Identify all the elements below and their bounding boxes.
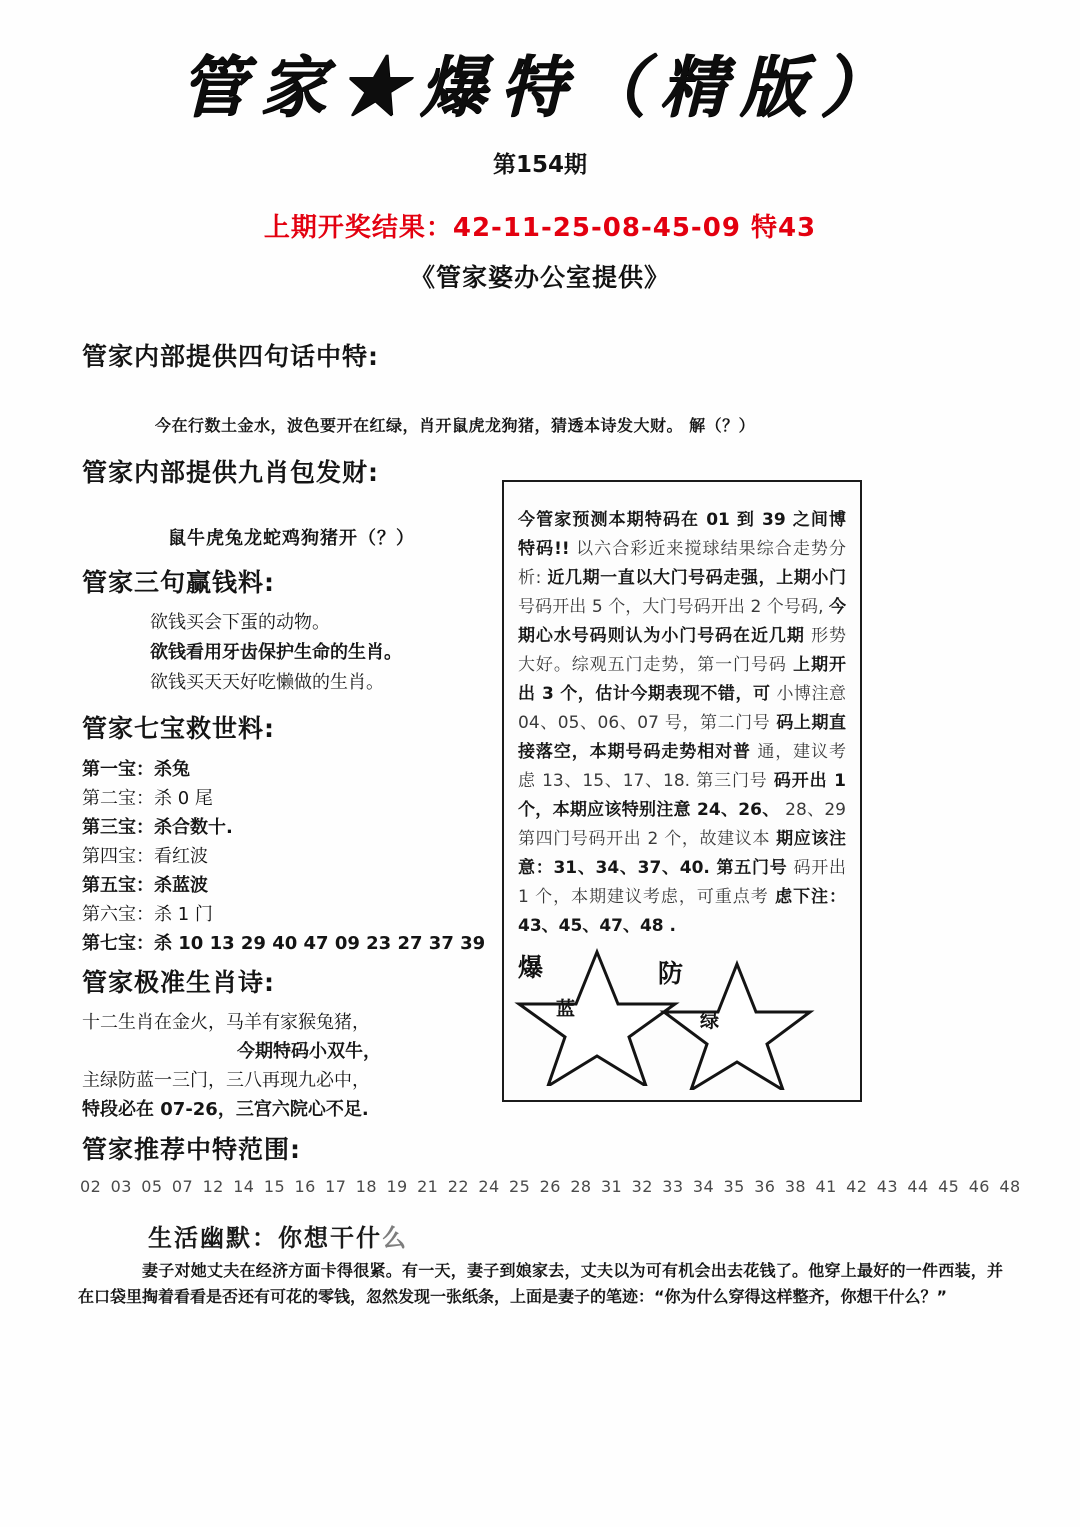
zodiac-poem-line: 十二生肖在金火，马羊有家猴兔猪， bbox=[82, 1012, 370, 1033]
analysis-line: 码开出 1 个，本期建议考虑，可重点考 bbox=[518, 858, 847, 907]
treasure-row bbox=[82, 784, 485, 813]
star-outside-label: 爆 bbox=[518, 953, 544, 982]
analysis-line: 以六合彩近来搅球结果综合走势分析: bbox=[518, 539, 846, 588]
analysis-line: 上期开出 3 个，估计今期表现不错，可 bbox=[518, 655, 846, 704]
analysis-line: 今管家预测本期特码在 01 到 39 之间博 bbox=[518, 510, 846, 530]
treasure-row bbox=[82, 842, 485, 871]
treasure-row bbox=[82, 755, 485, 784]
nine-zodiac-heading: 管家内部提供九肖包发财: bbox=[82, 458, 379, 487]
treasure-label: 第二宝： bbox=[82, 788, 154, 809]
analysis-line: 码上期直接落空，本期号码走势相对普 bbox=[518, 713, 847, 762]
zodiac-poem-line: 今期特码小双牛， bbox=[237, 1041, 381, 1062]
three-lines-list bbox=[150, 608, 402, 698]
four-sentence-heading: 管家内部提供四句话中特: bbox=[82, 342, 379, 371]
treasure-label: 第七宝： bbox=[82, 933, 154, 954]
treasure-value: 杀合数十. bbox=[154, 817, 233, 838]
analysis-line: 通，建议考虑 13、15、17、18. 第三门号 bbox=[518, 742, 846, 791]
humor-title bbox=[148, 1218, 408, 1253]
treasure-label: 第一宝： bbox=[82, 759, 154, 780]
issue-number: 第154期 bbox=[492, 152, 587, 178]
treasure-value: 杀蓝波 bbox=[154, 875, 208, 896]
star-inside-label: 绿 bbox=[700, 1010, 720, 1032]
humor-body: 妻子对她丈夫在经济方面卡得很紧。有一天，妻子到娘家去，丈夫以为可有机会出去花钱了。他穿上最好的一件西装，并在口袋里掏着看看是否还有可花的零钱，忽然发现一张纸条，上面是妻子的笔迹：“你为什么穿得这样整齐，你想干什么？” bbox=[78, 1261, 1003, 1306]
treasure-label: 第四宝： bbox=[82, 846, 154, 867]
treasures-heading: 管家七宝救世料: bbox=[82, 714, 275, 743]
analysis-line: 今期心水号码则认为小门号码在近几期 bbox=[518, 597, 847, 646]
three-lines-item: 欲钱买会下蛋的动物。 bbox=[150, 612, 330, 633]
humor-title-fade: 么 bbox=[382, 1224, 408, 1252]
range-heading: 管家推荐中特范围: bbox=[82, 1135, 301, 1164]
zodiac-poem-line: 特段必在 07-26，三宫六院心不足. bbox=[82, 1099, 369, 1120]
analysis-line: 号码开出 5 个，大门号码开出 2 个号码, bbox=[518, 597, 824, 617]
three-lines-heading: 管家三句赢钱料: bbox=[82, 568, 275, 597]
treasure-value: 杀兔 bbox=[154, 759, 190, 780]
three-lines-item: 欲钱看用牙齿保护生命的生肖。 bbox=[150, 642, 402, 663]
analysis-line: 小博注意 04、05、06、07 号，第二门号 bbox=[518, 684, 847, 733]
zodiac-poem-heading: 管家极准生肖诗: bbox=[82, 968, 275, 997]
treasure-row bbox=[82, 813, 485, 842]
analysis-line: 特码!! bbox=[518, 539, 570, 559]
treasures-list bbox=[82, 755, 485, 958]
treasure-row bbox=[82, 871, 485, 900]
treasure-value: 看红波 bbox=[154, 846, 208, 867]
nine-zodiac-value: 鼠牛虎兔龙蛇鸡狗猪开（？） bbox=[168, 528, 415, 549]
humor-title-main: 生活幽默：你想干什 bbox=[148, 1224, 382, 1252]
treasure-value: 杀 0 尾 bbox=[154, 788, 213, 809]
analysis-line: 形势大好。综观五门走势，第一门号码 bbox=[518, 626, 846, 675]
star-outside-label: 防 bbox=[658, 959, 684, 988]
treasure-value: 杀 10 13 29 40 47 09 23 27 37 39 bbox=[154, 933, 486, 954]
star-group bbox=[504, 940, 860, 1090]
range-numbers: 02 03 05 07 12 14 15 16 17 18 19 21 22 24 25 26 28 31 32 33 34 35 36 38 41 42 43 44 45 46 48 bbox=[80, 1177, 1021, 1196]
analysis-line: 虑下注：43、45、47、48 . bbox=[518, 887, 847, 936]
last-draw-result: 上期开奖结果：42-11-25-08-45-09 特43 bbox=[263, 213, 817, 243]
provider-credit: 《管家婆办公室提供》 bbox=[409, 263, 670, 292]
three-lines-item: 欲钱买天天好吃懒做的生肖。 bbox=[150, 672, 384, 693]
analysis-line: 码开出 1 个，本期应该特别注意 24、26、 bbox=[518, 771, 846, 820]
zodiac-poem-line: 主绿防蓝一三门，三八再现九必中， bbox=[82, 1070, 370, 1091]
treasure-label: 第六宝： bbox=[82, 904, 154, 925]
zodiac-poem-list bbox=[82, 1008, 381, 1124]
four-sentence-poem: 今在行数土金水，波色要开在红绿，肖开鼠虎龙狗猪，猜透本诗发大财。 解（？） bbox=[155, 416, 756, 435]
treasure-row bbox=[82, 900, 485, 929]
star-inside-label: 蓝 bbox=[556, 998, 576, 1020]
treasure-label: 第五宝： bbox=[82, 875, 154, 896]
analysis-line: 期应该注意：31、34、37、40. 第五门号 bbox=[518, 829, 847, 878]
treasure-label: 第三宝： bbox=[82, 817, 154, 838]
analysis-text bbox=[504, 482, 860, 941]
analysis-panel bbox=[502, 480, 862, 1102]
analysis-line: 28、29 第四门号码开出 2 个，故建议本 bbox=[518, 800, 847, 849]
analysis-line: 近几期一直以大门号码走强，上期小门 bbox=[547, 568, 847, 588]
treasure-row bbox=[82, 929, 485, 958]
page-title: 管家★爆特（精版） bbox=[180, 48, 900, 126]
treasure-value: 杀 1 门 bbox=[154, 904, 213, 925]
